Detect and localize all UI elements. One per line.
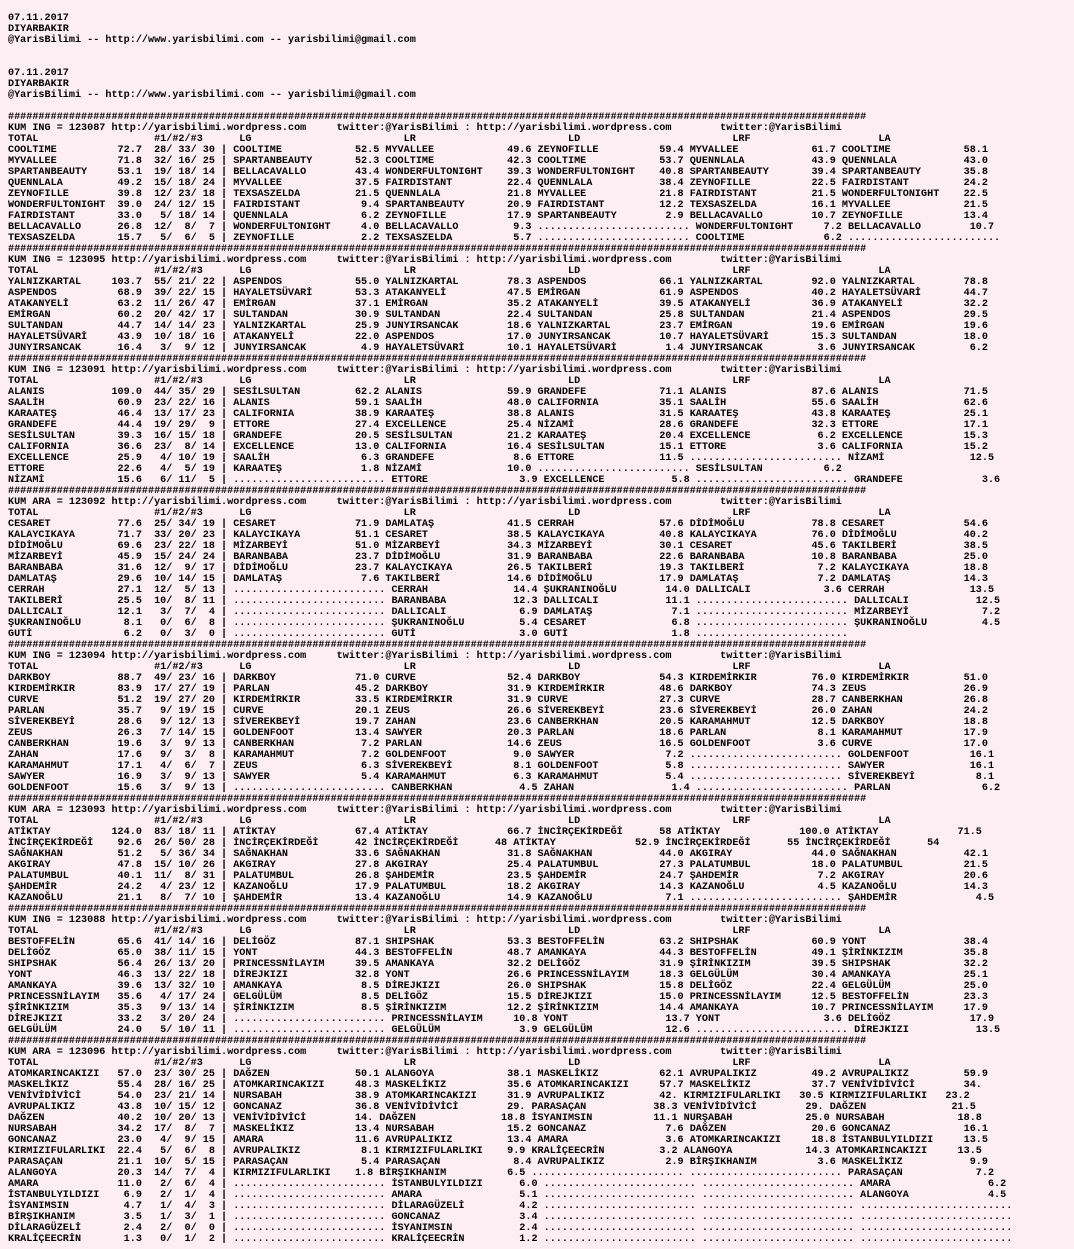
- text-line: BARANBABA 31.6 12/ 9/ 17 | DİDİMOĞLU 23.7 KALAYCIKAYA 26.5 TAKILBERİ 19.3 TAKILBERİ 7.2 KALAYCIKAYA 18.8: [8, 562, 988, 574]
- text-line: SULTANDAN 44.7 14/ 14/ 23 | YALNIZKARTAL 25.9 JUNYIRSANCAK 18.6 YALNIZKARTAL 23.7 EMİRGAN 19.6 EMİRGAN 19.6: [8, 320, 988, 332]
- text-line: DİREJKIZI 33.2 3/ 20/ 24 | ......................... PRINCESSNİLAYIM 10.8 YONT 13.7 YONT 3.6 DELİGÖZ 17.9: [8, 1013, 995, 1025]
- separator-line: #############################################################################################################################################: [8, 353, 867, 365]
- text-line: AVRUPALIKIZ 43.8 10/ 15/ 12 | GONCANAZ 36.8 VENİVİDİVİCİ 29. PARASAÇAN 38.3 VENİVİDİVİCİ 29. DAĞZEN 21.5: [8, 1101, 976, 1113]
- text-line: KUM ING = 123088 http://yarisbilimi.wordpress.com twitter:@YarisBilimi : http://yarisbilimi.wordpress.com twitter:@YarisBilimi: [8, 914, 842, 926]
- text-line: İSYANIMSIN 4.7 1/ 4/ 3 | ......................... DİLARAGÜZELİ 4.2 ......................... ......................... .........................: [8, 1200, 1013, 1212]
- text-line: GRANDEFE 44.4 19/ 29/ 9 | ETTORE 27.4 EXCELLENCE 25.4 NİZAMİ 28.6 GRANDEFE 32.3 ETTORE 17.1: [8, 419, 988, 431]
- text-line: DİDİMOĞLU 69.6 23/ 22/ 18 | MİZARBEYİ 51.0 MİZARBEYİ 34.3 MİZARBEYİ 30.1 CESARET 45.6 TAKILBERİ 38.5: [8, 540, 988, 552]
- text-line: MYVALLEE 71.8 32/ 16/ 25 | SPARTANBEAUTY 52.3 COOLTIME 42.3 COOLTIME 53.7 QUENNLALA 43.9 QUENNLALA 43.0: [8, 155, 988, 167]
- text-line: DAMLATAŞ 29.6 10/ 14/ 15 | DAMLATAŞ 7.6 TAKILBERİ 14.6 DİDİMOĞLU 17.9 DAMLATAŞ 7.2 DAMLATAŞ 14.3: [8, 573, 988, 585]
- text-line: GELGÜLÜM 24.0 5/ 10/ 11 | ......................... GELGÜLÜM 3.9 GELGÜLÜM 12.6 ......................... DİREJKIZI 13.5: [8, 1024, 1001, 1036]
- text-line: CALIFORNIA 36.6 23/ 8/ 14 | EXCELLENCE 13.0 CALIFORNIA 16.4 SESİLSULTAN 15.1 ETTORE 3.6 CALIFORNIA 15.2: [8, 441, 988, 453]
- text-line: FAIRDISTANT 33.0 5/ 18/ 14 | QUENNLALA 6.2 ZEYNOFILLE 17.9 SPARTANBEAUTY 2.9 BELLACAVALLO 10.7 ZEYNOFILLE 13.4: [8, 210, 988, 222]
- text-line: ZAHAN 17.6 9/ 3/ 8 | KARAMAHMUT 7.2 GOLDENFOOT 9.0 SAWYER 7.2 ......................... GOLDENFOOT 16.1: [8, 749, 995, 761]
- text-line: ATİKTAY 124.0 83/ 18/ 11 | ATİKTAY 67.4 ATİKTAY 66.7 İNCİRÇEKİRDEĞİ 58 ATİKTAY 100.0 ATİKTAY 71.5: [8, 826, 982, 838]
- text-line: KALAYCIKAYA 71.7 33/ 20/ 23 | KALAYCIKAYA 51.1 CESARET 38.5 KALAYCIKAYA 40.8 KALAYCIKAYA 76.0 DİDİMOĞLU 40.2: [8, 529, 988, 541]
- race-report-document: [8, 2, 1012, 1245]
- text-line: KRALİÇEECRİN 1.3 0/ 1/ 2 | ......................... KRALİÇEECRİN 1.2 ......................... ......................... .........................: [8, 1233, 1013, 1245]
- text-line: SESİLSULTAN 39.3 16/ 15/ 18 | GRANDEFE 20.5 SESİLSULTAN 21.2 KARAATEŞ 20.4 EXCELLENCE 6.2 EXCELLENCE 15.3: [8, 430, 988, 442]
- text-line: DAĞZEN 40.2 10/ 20/ 13 | VENİVİDİVİCİ 14. DAĞZEN 18.8 İSYANIMSIN 11.1 NURŞABAH 25.0 NURSABAH 18.8: [8, 1112, 982, 1124]
- separator-line: #############################################################################################################################################: [8, 1035, 867, 1047]
- text-line: KUM ING = 123087 http://yarisbilimi.wordpress.com twitter:@YarisBilimi : http://yarisbilimi.wordpress.com twitter:@YarisBilimi: [8, 122, 842, 134]
- text-line: KIRMIZIFULARLIKI 22.4 5/ 6/ 8 | AVRUPALIKIZ 8.1 KIRMIZIFULARLIKI 9.9 KRALİÇEECRİN 3.2 ALANGOYA 14.3 ATOMKARINCAKIZI 13.5: [8, 1145, 982, 1157]
- text-line: MİZARBEYİ 45.9 15/ 24/ 24 | BARANBABA 23.7 DİDİMOĞLU 31.9 BARANBABA 22.6 BARANBABA 10.8 BARANBABA 25.0: [8, 551, 988, 563]
- text-line: ZEUS 26.3 7/ 14/ 15 | GOLDENFOOT 13.4 SAWYER 20.3 PARLAN 18.6 PARLAN 8.1 KARAMAHMUT 17.9: [8, 727, 988, 739]
- text-line: EXCELLENCE 25.9 4/ 10/ 19 | SAALİH 6.3 GRANDEFE 8.6 ETTORE 11.5 ......................... NİZAMİ 12.5: [8, 452, 995, 464]
- text-line: ASPENDOS 68.9 39/ 22/ 15 | HAYALETSÜVARİ 53.3 ATAKANYELİ 47.5 EMİRGAN 61.9 ASPENDOS 40.2 HAYALETSÜVARİ 44.7: [8, 287, 988, 299]
- text-line: BİRŞIKHANIM 3.5 1/ 3/ 1 | ......................... GONCANAZ 3.4 ......................... ......................... .........................: [8, 1211, 1013, 1223]
- text-line: TAKILBERİ 25.5 10/ 8/ 11 | ......................... BARANBABA 12.3 DALLICALI 11.1 ......................... DALLICALI 12.5: [8, 595, 1001, 607]
- text-line: YONT 46.3 13/ 22/ 18 | DİREJKIZI 32.8 YONT 26.6 PRINCESSNİLAYIM 18.3 GELGÜLÜM 30.4 AMANKAYA 25.1: [8, 969, 988, 981]
- text-line: MASKELİKIZ 55.4 28/ 16/ 25 | ATOMKARINCAKIZI 48.3 MASKELİKIZ 35.6 ATOMKARINCAKIZI 57.7 MASKELİKIZ 37.7 VENİVİDİVİCİ 34.: [8, 1079, 982, 1091]
- text-line: TOTAL #1/#2/#3 LG LR LD LRF LA: [8, 507, 891, 519]
- separator-line: #############################################################################################################################################: [8, 485, 867, 497]
- text-line: PRINCESSNİLAYIM 35.6 4/ 17/ 24 | GELGÜLÜM 8.5 DELİGÖZ 15.5 DİREJKIZI 15.0 PRINCESSNİLAYIM 12.5 BESTOFFELİN 23.3: [8, 991, 988, 1003]
- text-line: NURSABAH 34.2 17/ 8/ 7 | MASKELİKIZ 13.4 NURSABAH 15.2 GONCANAZ 7.6 DAĞZEN 20.6 GONCANAZ 16.1: [8, 1123, 988, 1135]
- separator-line: #############################################################################################################################################: [8, 639, 867, 651]
- text-line: JUNYIRSANCAK 16.4 3/ 9/ 12 | JUNYIRSANCAK 4.9 HAYALETSÜVARİ 10.1 HAYALETSÜVARİ 1.4 JUNYIRSANCAK 3.6 JUNYIRSANCAK 6.2: [8, 342, 988, 354]
- text-line: AMANKAYA 39.6 13/ 32/ 10 | AMANKAYA 8.5 DİREJKIZI 26.0 SHIPSHAK 15.8 DELİGÖZ 22.4 GELGÜLÜM 25.0: [8, 980, 988, 992]
- text-line: ETTORE 22.6 4/ 5/ 19 | KARAATEŞ 1.8 NİZAMİ 10.0 ......................... SESİLSULTAN 6.2: [8, 463, 842, 475]
- text-line: 07.11.2017: [8, 67, 69, 79]
- text-line: PARASAÇAN 21.1 10/ 5/ 15 | PARASAÇAN 5.4 PARASAÇAN 8.4 AVRUPALIKIZ 2.9 BİRŞIKHANIM 3.6 MASKELİKIZ 9.9: [8, 1156, 988, 1168]
- text-line: HAYALETSÜVARİ 43.9 10/ 18/ 16 | ATAKANYELİ 22.0 ASPENDOS 17.0 JUNYIRSANCAK 10.7 HAYALETSÜVARİ 15.3 SULTANDAN 18.0: [8, 331, 988, 343]
- text-line: DİLARAGÜZELİ 2.4 2/ 0/ 0 | ......................... İSYANIMSIN 2.4 ......................... ......................... .........................: [8, 1222, 1013, 1234]
- text-line: QUENNLALA 49.2 15/ 18/ 24 | MYVALLEE 37.5 FAIRDISTANT 22.4 QUENNLALA 38.4 ZEYNOFILLE 22.5 FAIRDISTANT 24.2: [8, 177, 988, 189]
- text-line: TOTAL #1/#2/#3 LG LR LD LRF LA: [8, 661, 891, 673]
- text-line: COOLTIME 72.7 28/ 33/ 30 | COOLTIME 52.5 MYVALLEE 49.6 ZEYNOFILLE 59.4 MYVALLEE 61.7 COOLTIME 58.1: [8, 144, 988, 156]
- text-line: ŞUKRANINOĞLU 8.1 0/ 6/ 8 | ......................... ŞUKRANINOĞLU 5.4 CESARET 6.8 ......................... ŞUKRANINOĞLU 4.5: [8, 617, 1001, 629]
- text-line: KUM ARA = 123096 http://yarisbilimi.wordpress.com twitter:@YarisBilimi : http://yarisbilimi.wordpress.com twitter:@YarisBilimi: [8, 1046, 842, 1058]
- text-line: SHIPSHAK 56.4 26/ 13/ 20 | PRINCESSNİLAYIM 39.5 AMANKAYA 32.2 DELİGÖZ 31.9 ŞİRİNKIZIM 39.5 SHIPSHAK 32.2: [8, 958, 988, 970]
- separator-line: #############################################################################################################################################: [8, 111, 867, 123]
- text-line: KAZANOĞLU 21.1 8/ 7/ 10 | ŞAHDEMİR 13.4 KAZANOĞLU 14.9 KAZANOĞLU 7.1 ......................... ŞAHDEMİR 4.5: [8, 892, 995, 904]
- text-line: CERRAH 27.1 12/ 5/ 13 | ......................... CERRAH 14.4 ŞUKRANINOĞLU 14.0 DALLICALI 3.6 CERRAH 13.5: [8, 584, 995, 596]
- text-line: VENİVİDİVİCİ 54.0 23/ 21/ 14 | NURSABAH 38.9 ATOMKARINCAKIZI 31.9 AVRUPALIKIZ 42. KIRMIZIFULARLIKI 30.5 KIRMIZIFULARLIKI 23.2: [8, 1090, 970, 1102]
- text-line: WONDERFULTONIGHT 39.0 24/ 12/ 15 | FAIRDISTANT 9.4 SPARTANBEAUTY 20.9 FAIRDISTANT 12.2 TEXSASZELDA 16.1 MYVALLEE 21.5: [8, 199, 988, 211]
- text-line: SPARTANBEAUTY 53.1 19/ 18/ 14 | BELLACAVALLO 43.4 WONDERFULTONIGHT 39.3 WONDERFULTONIGHT 40.8 SPARTANBEAUTY 39.4 SPARTANBEAUTY 35.8: [8, 166, 988, 178]
- text-line: SAĞNAKHAN 51.2 5/ 36/ 34 | SAĞNAKHAN 33.6 SAĞNAKHAN 31.8 SAĞNAKHAN 44.0 AKGIRAY 44.0 SAĞNAKHAN 42.1: [8, 848, 988, 860]
- text-line: DELİGÖZ 65.0 38/ 11/ 15 | YONT 44.3 BESTOFFELİN 48.7 AMANKAYA 44.3 BESTOFFELİN 49.1 ŞİRİNKIZIM 35.8: [8, 947, 988, 959]
- text-line: EMİRGAN 60.2 20/ 42/ 17 | SULTANDAN 30.9 SULTANDAN 22.4 SULTANDAN 25.8 SULTANDAN 21.4 ASPENDOS 29.5: [8, 309, 988, 321]
- text-line: SİVEREKBEYİ 28.6 9/ 12/ 13 | SİVEREKBEYİ 19.7 ZAHAN 23.6 CANBERKHAN 20.5 KARAMAHMUT 12.5 DARKBOY 18.8: [8, 716, 988, 728]
- text-line: TOTAL #1/#2/#3 LG LR LD LRF LA: [8, 265, 891, 277]
- text-line: KARAMAHMUT 17.1 4/ 6/ 7 | ZEUS 6.3 SİVEREKBEYİ 8.1 GOLDENFOOT 5.8 ......................... SAWYER 16.1: [8, 760, 995, 772]
- text-line: KIRDEMİRKIR 83.9 17/ 27/ 19 | PARLAN 45.2 DARKBOY 31.9 KIRDEMİRKIR 48.6 DARKBOY 74.3 ZEUS 26.9: [8, 683, 988, 695]
- text-line: AKGIRAY 47.8 15/ 10/ 26 | AKGIRAY 27.8 AKGIRAY 25.4 PALATUMBUL 27.3 PALATUMBUL 18.0 PALATUMBUL 21.5: [8, 859, 988, 871]
- text-line: PALATUMBUL 40.1 11/ 8/ 31 | PALATUMBUL 26.8 ŞAHDEMİR 23.5 ŞAHDEMİR 24.7 ŞAHDEMİR 7.2 AKGIRAY 20.6: [8, 870, 988, 882]
- text-line: ŞAHDEMİR 24.2 4/ 23/ 12 | KAZANOĞLU 17.9 PALATUMBUL 18.2 AKGIRAY 14.3 KAZANOĞLU 4.5 KAZANOĞLU 14.3: [8, 881, 988, 893]
- text-line: ŞİRİNKIZIM 35.3 9/ 13/ 14 | ŞİRİNKIZIM 8.5 ŞİRİNKIZIM 12.2 ŞİRİNKIZIM 14.4 AMANKAYA 10.7 PRINCESSNİLAYIM 17.9: [8, 1002, 988, 1014]
- text-line: BESTOFFELİN 65.6 41/ 14/ 16 | DELİGÖZ 87.1 SHIPSHAK 53.3 BESTOFFELİN 63.2 SHIPSHAK 60.9 YONT 38.4: [8, 936, 988, 948]
- text-line: KUM ING = 123095 http://yarisbilimi.wordpress.com twitter:@YarisBilimi : http://yarisbilimi.wordpress.com twitter:@YarisBilimi: [8, 254, 842, 266]
- separator-line: #############################################################################################################################################: [8, 793, 867, 805]
- text-line: DARKBOY 88.7 49/ 23/ 16 | DARKBOY 71.0 CURVE 52.4 DARKBOY 54.3 KIRDEMİRKIR 76.0 KIRDEMİRKIR 51.0: [8, 672, 988, 684]
- text-line: TEXSASZELDA 15.7 5/ 6/ 5 | ZEYNOFILLE 2.2 TEXSASZELDA 5.7 ......................... COOLTIME 6.2 .........................: [8, 232, 1001, 244]
- text-line: DALLICALI 12.1 3/ 7/ 4 | ......................... DALLICALI 6.9 DAMLATAŞ 7.1 ......................... MİZARBEYİ 7.2: [8, 606, 1001, 618]
- separator-line: #############################################################################################################################################: [8, 903, 867, 915]
- text-line: KUM ING = 123091 http://yarisbilimi.wordpress.com twitter:@YarisBilimi : http://yarisbilimi.wordpress.com twitter:@YarisBilimi: [8, 364, 842, 376]
- text-line: GONCANAZ 23.0 4/ 9/ 15 | AMARA 11.6 AVRUPALIKIZ 13.4 AMARA 3.6 ATOMKARINCAKIZI 18.8 İSTANBULYILDIZI 13.5: [8, 1134, 988, 1146]
- text-line: ATAKANYELİ 63.2 11/ 26/ 47 | EMİRGAN 37.1 EMİRGAN 35.2 ATAKANYELİ 39.5 ATAKANYELİ 36.9 ATAKANYELİ 32.2: [8, 298, 988, 310]
- text-line: TOTAL #1/#2/#3 LG LR LD LRF LA: [8, 925, 891, 937]
- text-line: İNCİRÇEKİRDEĞİ 92.6 26/ 50/ 28 | İNCİRÇEKİRDEĞİ 42 İNCİRÇEKİRDEĞİ 48 ATİKTAY 52.9 İNCİRÇEKİRDEĞİ 55 İNCİRÇEKİRDEĞİ 54: [8, 837, 940, 849]
- text-line: TOTAL #1/#2/#3 LG LR LD LRF LA: [8, 133, 891, 145]
- blank-line: [8, 57, 1012, 68]
- text-line: DIYARBAKIR: [8, 23, 69, 35]
- text-line: BELLACAVALLO 26.8 12/ 8/ 7 | WONDERFULTONIGHT 4.0 BELLACAVALLO 9.3 ......................... WONDERFULTONIGHT 7.2 BELLACAVALLO 10.7: [8, 221, 995, 233]
- text-line: ALANGOYA 20.3 14/ 7/ 4 | KIRMIZIFULARLIKI 1.8 BİRŞIKHANIM 6.5 ......................... ......................... PARASAÇAN 7.2: [8, 1167, 995, 1179]
- text-line: SAWYER 16.9 3/ 9/ 13 | SAWYER 5.4 KARAMAHMUT 6.3 KARAMAHMUT 5.4 ......................... SİVEREKBEYİ 8.1: [8, 771, 995, 783]
- text-line: TOTAL #1/#2/#3 LG LR LD LRF LA: [8, 815, 891, 827]
- text-line: CESARET 77.6 25/ 34/ 19 | CESARET 71.9 DAMLATAŞ 41.5 CERRAH 57.6 DİDİMOĞLU 78.8 CESARET 54.6: [8, 518, 988, 530]
- text-line: @YarisBilimi -- http://www.yarisbilimi.com -- yarisbilimi@gmail.com: [8, 34, 416, 46]
- text-line: TOTAL #1/#2/#3 LG LR LD LRF LA: [8, 375, 891, 387]
- text-line: 07.11.2017: [8, 12, 69, 24]
- text-line: GOLDENFOOT 15.6 3/ 9/ 13 | ......................... CANBERKHAN 4.5 ZAHAN 1.4 ......................... PARLAN 6.2: [8, 782, 1001, 794]
- text-line: ATOMKARINCAKIZI 57.0 23/ 30/ 25 | DAĞZEN 50.1 ALANGOYA 38.1 MASKELİKIZ 62.1 AVRUPALIKIZ 49.2 AVRUPALIKIZ 59.9: [8, 1068, 988, 1080]
- text-line: KARAATEŞ 46.4 13/ 17/ 23 | CALIFORNIA 38.9 KARAATEŞ 38.8 ALANIS 31.5 KARAATEŞ 43.8 KARAATEŞ 25.1: [8, 408, 988, 420]
- text-line: YALNIZKARTAL 103.7 55/ 21/ 22 | ASPENDOS 55.0 YALNIZKARTAL 78.3 ASPENDOS 66.1 YALNIZKARTAL 92.0 YALNIZKARTAL 78.8: [8, 276, 988, 288]
- text-line: CANBERKHAN 19.6 3/ 9/ 13 | CANBERKHAN 7.2 PARLAN 14.6 ZEUS 16.5 GOLDENFOOT 3.6 CURVE 17.0: [8, 738, 988, 750]
- text-line: İSTANBULYILDIZI 6.9 2/ 1/ 4 | ......................... AMARA 5.1 ......................... ......................... ALANGOYA 4.5: [8, 1189, 1007, 1201]
- text-line: GUTİ 6.2 0/ 3/ 0 | ......................... GUTİ 3.0 GUTİ 1.8 .........................: [8, 628, 848, 640]
- text-line: TOTAL #1/#2/#3 LG LR LD LRF LA: [8, 1057, 891, 1069]
- text-line: KUM ARA = 123093 http://yarisbilimi.wordpress.com twitter:@YarisBilimi : http://yarisbilimi.wordpress.com twitter:@YarisBilimi: [8, 804, 842, 816]
- text-line: KUM ARA = 123092 http://yarisbilimi.wordpress.com twitter:@YarisBilimi : http://yarisbilimi.wordpress.com twitter:@YarisBilimi: [8, 496, 842, 508]
- text-line: DIYARBAKIR: [8, 78, 69, 90]
- text-line: KUM ING = 123094 http://yarisbilimi.wordpress.com twitter:@YarisBilimi : http://yarisbilimi.wordpress.com twitter:@YarisBilimi: [8, 650, 842, 662]
- blank-line: [8, 2, 1012, 13]
- text-line: PARLAN 35.7 9/ 19/ 15 | CURVE 20.1 ZEUS 26.6 SİVEREKBEYİ 23.6 SİVEREKBEYİ 26.0 ZAHAN 24.2: [8, 705, 988, 717]
- text-line: ZEYNOFILLE 39.8 12/ 23/ 18 | TEXSASZELDA 21.5 QUENNLALA 21.8 MYVALLEE 21.8 FAIRDISTANT 21.5 WONDERFULTONIGHT 22.5: [8, 188, 988, 200]
- separator-line: #############################################################################################################################################: [8, 243, 867, 255]
- blank-line: [8, 46, 1012, 57]
- text-line: CURVE 51.2 19/ 27/ 20 | KIRDEMİRKIR 33.5 KIRDEMİRKIR 31.9 CURVE 27.3 CURVE 28.7 CANBERKHAN 26.8: [8, 694, 988, 706]
- text-line: SAALİH 60.9 23/ 22/ 16 | ALANIS 59.1 SAALİH 48.0 CALIFORNIA 35.1 SAALİH 55.6 SAALİH 62.6: [8, 397, 988, 409]
- text-line: NİZAMİ 15.6 6/ 11/ 5 | ......................... ETTORE 3.9 EXCELLENCE 5.8 ......................... GRANDEFE 3.6: [8, 474, 1001, 486]
- text-line: AMARA 11.0 2/ 6/ 4 | ......................... İSTANBULYILDIZI 6.0 ......................... ......................... AMARA 6.2: [8, 1178, 1007, 1190]
- text-line: ALANIS 109.0 44/ 35/ 29 | SESİLSULTAN 62.2 ALANIS 59.9 GRANDEFE 71.1 ALANIS 87.6 ALANIS 71.5: [8, 386, 988, 398]
- text-line: @YarisBilimi -- http://www.yarisbilimi.com -- yarisbilimi@gmail.com: [8, 89, 416, 101]
